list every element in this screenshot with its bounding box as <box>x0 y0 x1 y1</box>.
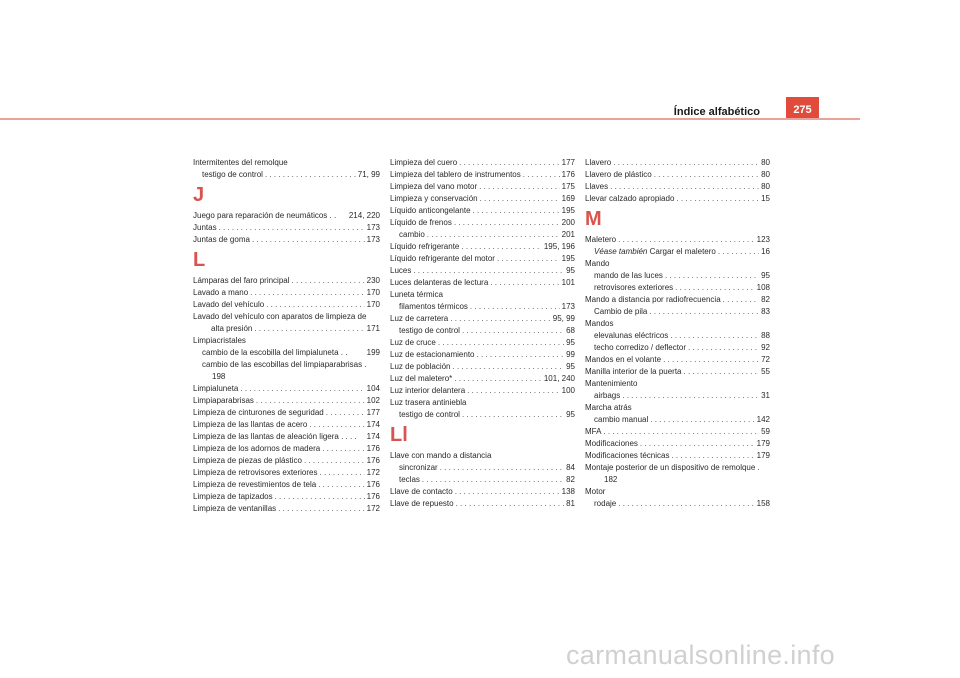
index-entry: Limpieza de revestimientos de tela . . . 176 <box>193 479 380 491</box>
index-entry: cambio de la escobilla del limpialuneta . . 199 <box>202 348 380 357</box>
index-entry: Líquido refrigerante del motor . . . 195 <box>390 253 575 265</box>
index-entry: techo corredizo / deflector . . . 92 <box>585 342 770 354</box>
index-entry: Luz de población . . . 95 <box>390 361 575 373</box>
index-entry: Llevar calzado apropiado . . . 15 <box>585 193 770 205</box>
index-entry: Limpieza y conservación . . . 169 <box>390 193 575 205</box>
index-entry: Limpiacristales <box>193 336 246 345</box>
index-entry: cambio de las escobillas del limpiaparabrisas . <box>202 360 367 369</box>
index-entry: Juntas de goma . . . 173 <box>193 234 380 246</box>
index-entry: Llavero de plástico . . . 80 <box>585 169 770 181</box>
index-entry: Luz de estacionamiento . . . 99 <box>390 349 575 361</box>
index-entry: Limpieza de los adornos de madera . . . 176 <box>193 443 380 455</box>
index-entry: Mandos en el volante . . . 72 <box>585 354 770 366</box>
index-entry: cambio manual . . . 142 <box>585 414 770 426</box>
index-entry-page: 198 <box>212 372 226 381</box>
index-entry: Mando a distancia por radiofrecuencia . . . 82 <box>585 294 770 306</box>
index-entry: mando de las luces . . . 95 <box>585 270 770 282</box>
index-entry: testigo de control . . . 68 <box>390 325 575 337</box>
section-letter: Ll <box>390 424 408 446</box>
index-entry: Luces . . . 95 <box>390 265 575 277</box>
index-entry: Luz del maletero* . . . 101, 240 <box>390 373 575 385</box>
index-entry: Lavado del vehículo con aparatos de limpieza de <box>193 312 367 321</box>
index-entry: sincronizar . . . 84 <box>390 462 575 474</box>
index-entry: Lavado del vehículo . . . 170 <box>193 299 380 311</box>
index-entry: teclas . . . 82 <box>390 474 575 486</box>
index-entry: rodaje . . . 158 <box>585 498 770 510</box>
index-entry-page: 182 <box>604 475 618 484</box>
index-entry: Marcha atrás <box>585 403 632 412</box>
page-number-badge <box>786 97 819 119</box>
index-entry: Limpieza de tapizados . . . 176 <box>193 491 380 503</box>
index-entry: Modificaciones técnicas . . . 179 <box>585 450 770 462</box>
index-entry: testigo de control . . . 95 <box>390 409 575 421</box>
index-entry: Manilla interior de la puerta . . . 55 <box>585 366 770 378</box>
section-letter: L <box>193 249 206 271</box>
page-number: 275 <box>793 104 812 116</box>
index-entry: MFA . . . 59 <box>585 426 770 438</box>
index-entry: airbags . . . 31 <box>585 390 770 402</box>
index-entry: Limpieza del cuero . . . 177 <box>390 157 575 169</box>
index-entry: Mando <box>585 259 610 268</box>
index-entry: testigo de control . . . 71, 99 <box>193 169 380 181</box>
index-entry: filamentos térmicos . . . 173 <box>390 301 575 313</box>
watermark: carmanualsonline.info <box>566 640 835 670</box>
index-entry: Luz trasera antiniebla <box>390 398 467 407</box>
index-entry: Limpieza de piezas de plástico . . . 176 <box>193 455 380 467</box>
index-entry: Limpieza del vano motor . . . 175 <box>390 181 575 193</box>
index-entry: Limpiaparabrisas . . . 102 <box>193 395 380 407</box>
index-column-1 <box>193 157 380 515</box>
index-entry: retrovisores exteriores . . . 108 <box>585 282 770 294</box>
page-title: Índice alfabético <box>673 106 760 118</box>
index-entry: elevalunas eléctricos . . . 88 <box>585 330 770 342</box>
index-entry: Líquido de frenos . . . 200 <box>390 217 575 229</box>
index-entry: Limpieza de ventanillas . . . 172 <box>193 503 380 515</box>
section-letter: J <box>193 184 205 206</box>
index-entry: Motor <box>585 487 606 496</box>
index-entry: Limpieza de las llantas de acero . . . 174 <box>193 419 380 431</box>
index-entry: Véase también Cargar el maletero . . . 16 <box>585 246 770 258</box>
index-entry: Limpieza de las llantas de aleación ligera . . . . 174 <box>193 432 380 441</box>
index-entry: Mandos <box>585 319 614 328</box>
index-column-3 <box>585 157 770 510</box>
index-entry: Líquido refrigerante . . . 195, 196 <box>390 241 575 253</box>
section-letter: M <box>585 208 602 230</box>
index-entry: Luneta térmica <box>390 290 443 299</box>
index-entry: Juntas . . . 173 <box>193 222 380 234</box>
index-entry: Modificaciones . . . 179 <box>585 438 770 450</box>
index-entry: Cambio de pila . . . 83 <box>585 306 770 318</box>
index-entry: Lámparas del faro principal . . . 230 <box>193 275 380 287</box>
index-entry: Intermitentes del remolque <box>193 158 288 167</box>
index-entry: Maletero . . . 123 <box>585 234 770 246</box>
index-entry: Luz de cruce . . . 95 <box>390 337 575 349</box>
index-entry: Limpieza del tablero de instrumentos . . . 176 <box>390 169 575 181</box>
index-entry: Limpialuneta . . . 104 <box>193 383 380 395</box>
header-rule <box>0 118 860 120</box>
index-entry: alta presión . . . 171 <box>193 323 380 335</box>
index-entry: Llavero . . . 80 <box>585 157 770 169</box>
index-entry: Limpieza de retrovisores exteriores . . . 172 <box>193 467 380 479</box>
index-entry: Montaje posterior de un dispositivo de remolque . <box>585 463 760 472</box>
index-entry: Llave con mando a distancia <box>390 451 492 460</box>
index-entry: Lavado a mano . . . 170 <box>193 287 380 299</box>
index-entry: Luz de carretera . . . 95, 99 <box>390 313 575 325</box>
index-entry: Llaves . . . 80 <box>585 181 770 193</box>
index-entry: Luz interior delantera . . . 100 <box>390 385 575 397</box>
index-entry: Líquido anticongelante . . . 195 <box>390 205 575 217</box>
index-entry: Juego para reparación de neumáticos . . 214, 220 <box>193 211 380 220</box>
index-entry: cambio . . . 201 <box>390 229 575 241</box>
index-entry: Llave de contacto . . . 138 <box>390 486 575 498</box>
index-entry: Limpieza de cinturones de seguridad . . . 177 <box>193 407 380 419</box>
index-entry: Llave de repuesto . . . 81 <box>390 498 575 510</box>
index-column-2 <box>390 157 575 510</box>
index-entry: Luces delanteras de lectura . . . 101 <box>390 277 575 289</box>
index-entry: Mantenimiento <box>585 379 638 388</box>
